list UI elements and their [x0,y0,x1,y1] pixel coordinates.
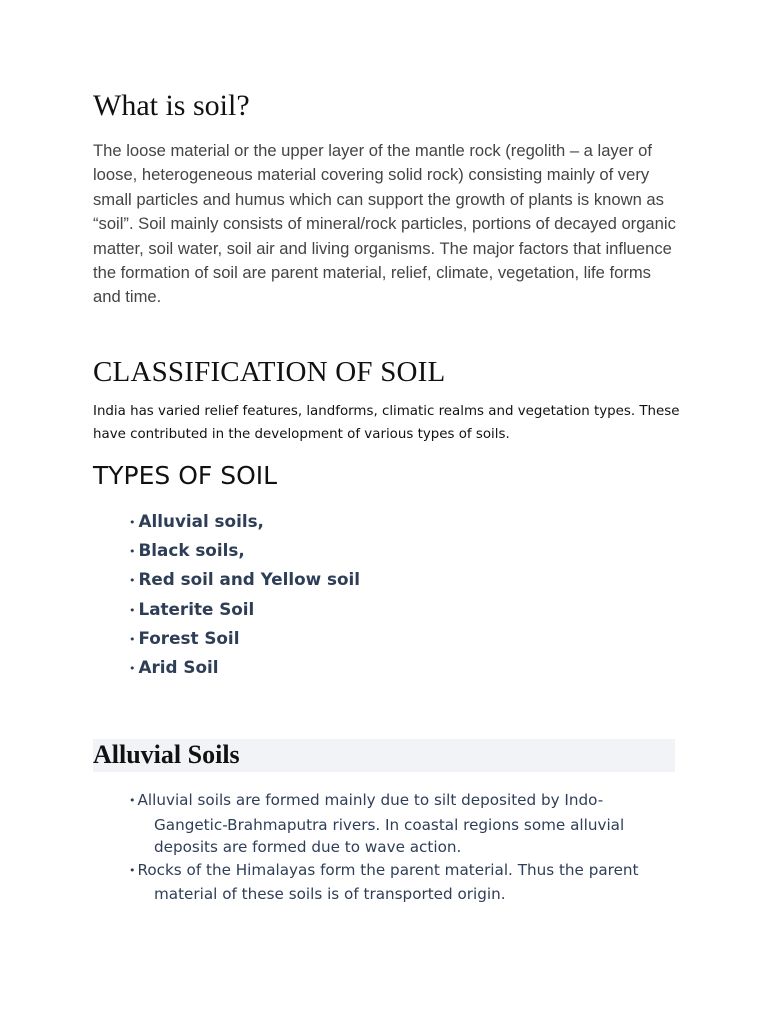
list-item [129,508,360,537]
heading-alluvial-soils: Alluvial Soils [93,740,240,769]
heading-what-is-soil: What is soil? [93,89,250,122]
bullet-icon: • [129,794,136,807]
bullet-icon: • [129,574,136,588]
list-item-text: Forest Soil [138,627,240,648]
list-item [129,789,669,859]
bullet-icon: • [129,545,136,559]
bullet-icon: • [129,632,136,646]
list-item-text: Red soil and Yellow soil [138,569,361,590]
list-item-text: Black soils, [138,540,245,561]
bullet-icon: • [129,662,136,676]
paragraph-india-relief: India has varied relief features, landforms, climatic realms and vegetation types. These have contributed in the development of various types of soils. [93,404,680,442]
list-item [129,654,360,683]
list-item [129,537,360,566]
list-item-text: Arid Soil [138,657,219,678]
bullet-icon: • [129,863,136,877]
list-item-text: Rocks of the Himalayas form the parent material. Thus the parent material of these soils is of transported origin. [137,860,639,903]
list-item-text: Alluvial soils are formed mainly due to silt deposited by Indo-Gangetic-Brahmaputra rivers. In coastal regions some alluvial deposits are formed due to wave action. [137,791,625,856]
list-item [129,596,360,625]
paragraph-soil-definition: The loose material or the upper layer of the mantle rock (regolith – a layer of loose, heterogeneous material covering solid rock) consisting mainly of very small particles and humus which can support the growth of plants is known as “soil”. Soil mainly consists of mineral/rock particles, portions of decayed organic matter, soil water, soil air and living organisms. The major factors that influence the formation of soil are parent material, relief, climate, vegetation, life forms and time. [93,141,676,307]
bullet-icon: • [129,516,136,529]
list-item [129,859,669,906]
soil-types-list [129,508,360,683]
list-item [129,566,360,595]
heading-types-of-soil: TYPES OF SOIL [93,461,278,490]
alluvial-facts-list [129,789,669,906]
list-item-text: Laterite Soil [138,598,255,619]
list-item [129,625,360,654]
bullet-icon: • [129,603,136,617]
list-item-text: Alluvial soils, [138,511,264,531]
heading-classification-of-soil: CLASSIFICATION OF SOIL [93,356,446,388]
